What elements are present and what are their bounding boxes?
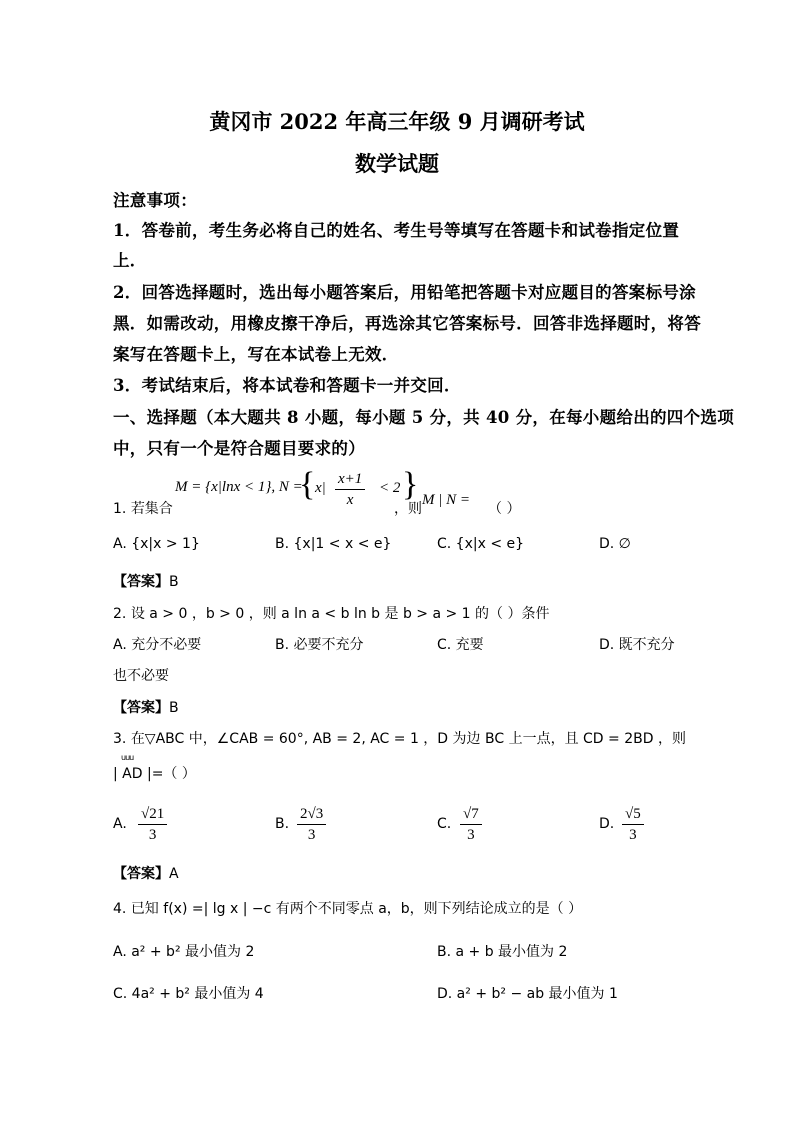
option-a: A. 充分不必要	[113, 637, 202, 653]
question-text: 若集合	[130, 501, 173, 517]
option-a-label: A.	[113, 816, 127, 832]
option-b: B. 必要不充分	[275, 637, 364, 653]
answer-1: 【答案】B	[113, 574, 179, 590]
option-d-fraction: $\frac{√5}{3}$	[622, 804, 644, 845]
notice-heading: 注意事项：	[113, 191, 197, 210]
option-b-fraction: $\frac{2√3}{3}$	[297, 804, 326, 845]
question-1-paren: （ ）	[488, 501, 521, 517]
option-c-label: C.	[437, 816, 452, 832]
option-b-label: B.	[275, 816, 290, 832]
option-c: C. {x|x < e}	[437, 536, 525, 552]
option-c: C. 4a² + b² 最小值为 4	[113, 986, 264, 1002]
answer-3: 【答案】A	[113, 866, 179, 882]
notice-line: 3．考试结束后，将本试卷和答题卡一并交回．	[113, 376, 461, 395]
notice-line: 黑．如需改动，用橡皮擦干净后，再选涂其它答案标号．回答非选择题时，将答	[113, 314, 701, 333]
option-d: D. 既不充分	[599, 637, 675, 653]
question-1-math-mn: M | N =	[422, 492, 470, 508]
set-n-condition: x|	[315, 480, 326, 496]
section-heading-cont: 中，只有一个是符合题目要求的）	[113, 439, 365, 458]
option-c: C. 充要	[437, 637, 484, 653]
question-1	[113, 498, 173, 518]
right-brace: }	[402, 466, 419, 503]
question-number: 1.	[113, 501, 127, 517]
notice-line: 1．答卷前，考生务必将自己的姓名、考生号等填写在答题卡和试卷指定位置	[113, 221, 680, 240]
vector-arrow-icon: uuu	[121, 753, 134, 762]
notice-line: 案写在答题卡上，写在本试卷上无效．	[113, 345, 399, 364]
option-d: D. ∅	[599, 536, 631, 552]
notice-line: 上．	[113, 251, 147, 270]
option-a: A. {x|x > 1}	[113, 536, 200, 552]
left-brace: {	[299, 466, 316, 503]
question-4: 4. 已知 f(x) =| lg x | −c 有两个不同零点 a，b，则下列结论成立的是（ ）	[113, 901, 583, 917]
option-a: A. a² + b² 最小值为 2	[113, 944, 255, 960]
set-n-inequality: < 2	[379, 480, 401, 496]
option-b: B. {x|1 < x < e}	[275, 536, 392, 552]
notice-line: 2．回答选择题时，选出每小题答案后，用铅笔把答题卡对应题目的答案标号涂	[113, 283, 696, 302]
page-title: 黄冈市 2022 年高三年级 9 月调研考试	[209, 109, 585, 134]
page-subtitle: 数学试题	[355, 151, 439, 176]
option-b: B. a + b 最小值为 2	[437, 944, 568, 960]
option-d: D. a² + b² − ab 最小值为 1	[437, 986, 618, 1002]
question-3: 3. 在▽ABC 中，∠CAB = 60°, AB = 2, AC = 1 ，D 为边 BC 上一点，且 CD = 2BD ，则	[113, 731, 686, 747]
section-heading: 一、选择题（本大题共 8 小题，每小题 5 分，共 40 分，在每小题给出的四个选项	[113, 408, 734, 427]
option-c-fraction: $\frac{√7}{3}$	[460, 804, 482, 845]
question-2: 2. 设 a > 0 ，b > 0 ，则 a ln a < b ln b 是 b > a > 1 的（ ）条件	[113, 606, 550, 622]
question-3-cont: | AD |=（ ）	[113, 766, 196, 782]
option-d-continued: 也不必要	[113, 668, 169, 684]
set-n-fraction: $\frac{x+1}{x}$	[335, 469, 365, 510]
option-d-label: D.	[599, 816, 615, 832]
option-a-fraction: $\frac{√21}{3}$	[138, 804, 167, 845]
question-1-suffix: ，则	[394, 501, 422, 517]
answer-2: 【答案】B	[113, 700, 179, 716]
question-1-math-m: M = {x|lnx < 1}, N =	[175, 479, 303, 495]
